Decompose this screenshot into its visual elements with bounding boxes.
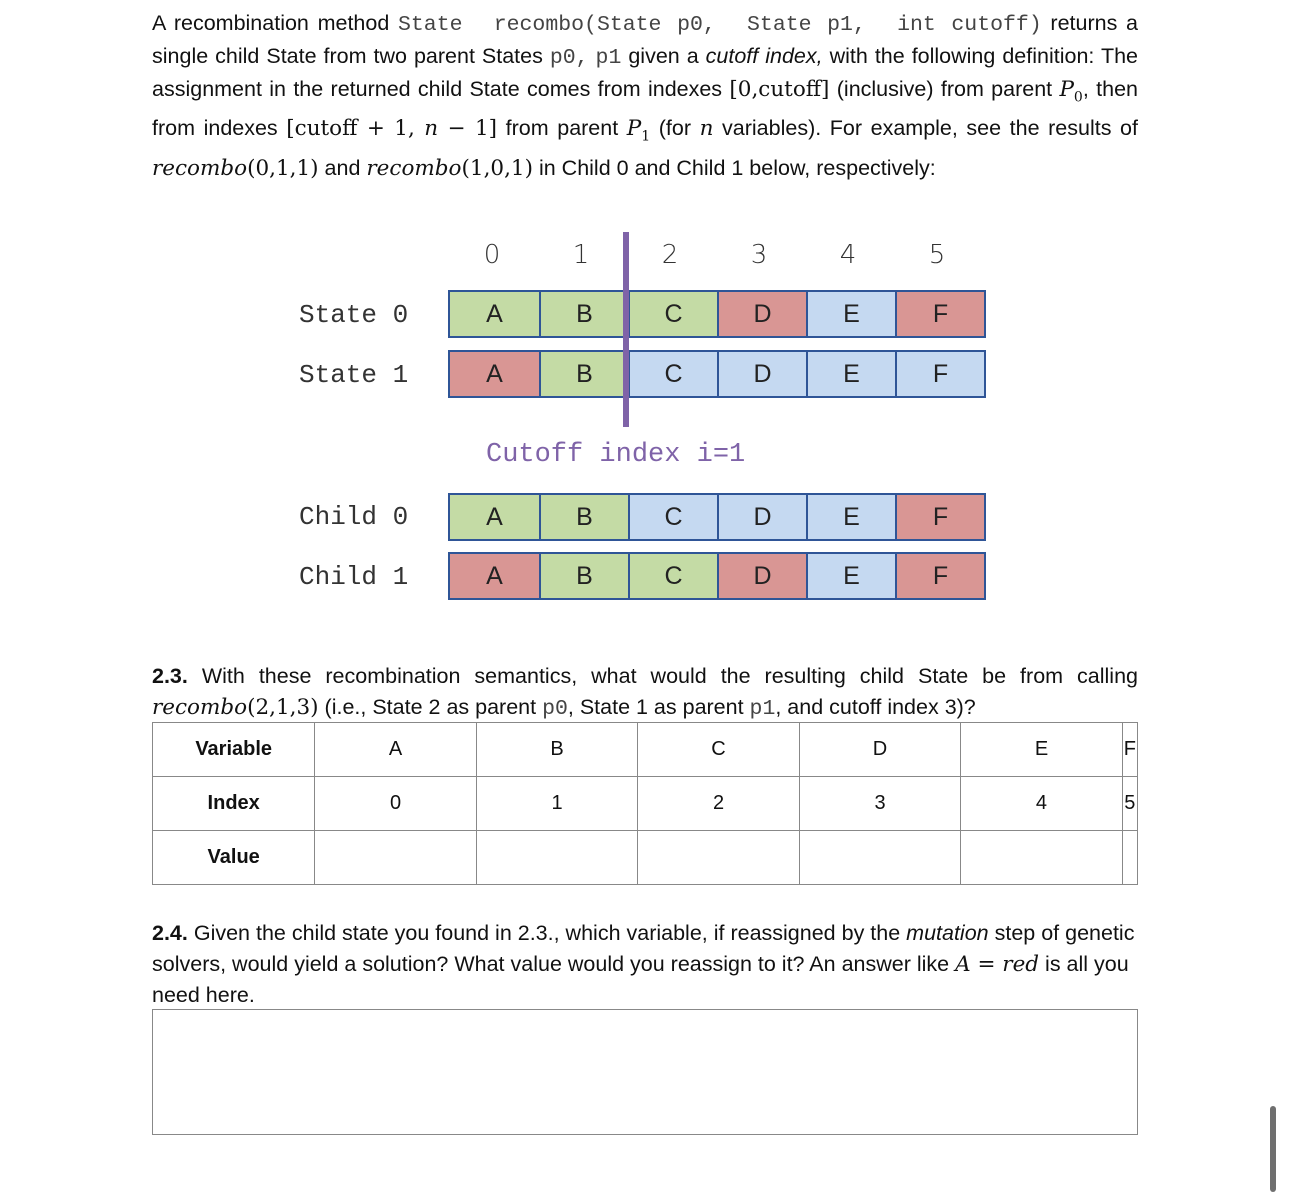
cell: B [539,352,628,396]
question-text: With these recombination semantics, what would the resulting child State be from calling [187,664,1138,688]
cutoff-label: Cutoff index i=1 [486,440,746,470]
intro-text: from parent [497,116,627,141]
intro-text: variables). For example, see the results of [713,116,1138,141]
intro-text: given a [621,44,706,68]
table-cell: 5 [1122,777,1137,831]
intro-paragraph [152,8,1138,184]
recombo-call: recombo [152,155,248,181]
recombo-args: (0,1,1) [247,155,319,181]
table-row [153,777,1138,831]
question-number: 2.4. [152,921,188,945]
question-text: , State 1 as parent [567,695,750,719]
cell: D [717,554,806,598]
table-cell: C [638,723,799,777]
scrollbar[interactable] [1270,1106,1276,1192]
index-label: 0 [483,240,501,270]
cell: D [717,352,806,396]
value-input-cell[interactable] [1122,831,1137,885]
table-cell: F [1122,723,1137,777]
cutoff-index-term: cutoff index, [705,44,823,68]
cell: E [806,495,895,539]
cell: F [895,292,984,336]
code-p1: p1 [749,697,776,721]
table-cell: 4 [961,777,1122,831]
intro-text: and [318,155,367,180]
mutation-term: mutation [906,921,989,945]
recombo-call: recombo [366,155,462,181]
range-expression: [0,cutoff] [729,77,830,102]
question-2-4 [152,918,1138,1011]
intro-text: , then from indexes [152,77,1138,141]
table-cell: 0 [315,777,476,831]
table-cell: A [315,723,476,777]
question-text: (i.e., State 2 as parent [318,695,543,719]
value-input-cell[interactable] [315,831,476,885]
index-label: 1 [572,240,590,270]
cell: A [450,554,539,598]
index-label: 5 [928,240,946,270]
cell: F [895,495,984,539]
subscript: 1 [641,128,651,145]
range-expression: − 1] [438,116,498,142]
row-header-value: Value [153,831,315,885]
cell: B [539,554,628,598]
value-input-cell[interactable] [961,831,1122,885]
intro-text: returns a single child State from two parent States [152,11,1138,68]
index-label: 2 [661,240,679,270]
intro-text: in Child 0 and Child 1 below, respectively: [532,155,936,180]
cell: E [806,292,895,336]
cell: F [895,554,984,598]
cell: F [895,352,984,396]
question-2-3 [152,661,1138,725]
cell: E [806,554,895,598]
cell: E [806,352,895,396]
code-p1: p1 [595,46,622,70]
table-cell: 2 [638,777,799,831]
state-1-label: State 1 [299,360,409,390]
table-row [153,723,1138,777]
recombo-args: (1,0,1) [461,155,533,181]
value-input-cell[interactable] [638,831,799,885]
row-header-variable: Variable [153,723,315,777]
code-p0: p0 [542,697,568,721]
cell: C [628,352,717,396]
cell: C [628,554,717,598]
state-0-label: State 0 [299,300,409,330]
cell: B [539,495,628,539]
child-0-label: Child 0 [299,502,409,532]
table-cell: 3 [799,777,960,831]
parent-p0-symbol: P [1059,77,1074,102]
cell: B [539,292,628,336]
table-cell: 1 [476,777,637,831]
table-cell: E [961,723,1122,777]
question-number: 2.3. [152,664,188,688]
cell: A [450,292,539,336]
answer-table [152,722,1138,885]
cell: A [450,495,539,539]
var-n: n [424,116,439,142]
table-cell: D [799,723,960,777]
state-1-row [448,350,986,398]
child-1-row [448,552,986,600]
range-expression: [cutoff + 1, [286,116,425,142]
cell: D [717,495,806,539]
question-text: step of genetic solvers, would yield a solution? What value would you reassign to it? An answer like [152,921,1135,976]
answer-box[interactable] [152,1009,1138,1135]
code-p0: p0, [549,46,589,70]
value-input-cell[interactable] [476,831,637,885]
parent-p1-symbol: P [626,116,642,142]
intro-text: (inclusive) from parent [829,77,1060,101]
intro-text: with the following definition: The assignment in the returned child State comes from indexes [152,44,1139,101]
child-0-row [448,493,986,541]
subscript: 0 [1073,89,1083,106]
question-text: , and cutoff index 3)? [775,695,976,719]
var-n: n [699,116,714,142]
example-answer: A = red [955,952,1040,977]
index-label: 3 [750,240,768,270]
cell: D [717,292,806,336]
method-signature: State recombo(State p0, State p1, int cutoff) [397,13,1042,37]
index-label: 4 [839,240,857,270]
question-text: is all you need here. [152,952,1129,1007]
table-row [153,831,1138,885]
intro-text: A recombination method [152,11,398,35]
value-input-cell[interactable] [799,831,960,885]
table-cell: B [476,723,637,777]
cell: A [450,352,539,396]
recombo-args: (2,1,3) [247,695,319,720]
state-0-row [448,290,986,338]
question-text: Given the child state you found in 2.3., which variable, if reassigned by the [187,921,907,945]
cell: C [628,292,717,336]
intro-text: (for [650,116,700,141]
row-header-index: Index [153,777,315,831]
child-1-label: Child 1 [299,562,409,592]
recombo-call: recombo [152,695,248,720]
cell: C [628,495,717,539]
cutoff-divider [623,232,629,427]
